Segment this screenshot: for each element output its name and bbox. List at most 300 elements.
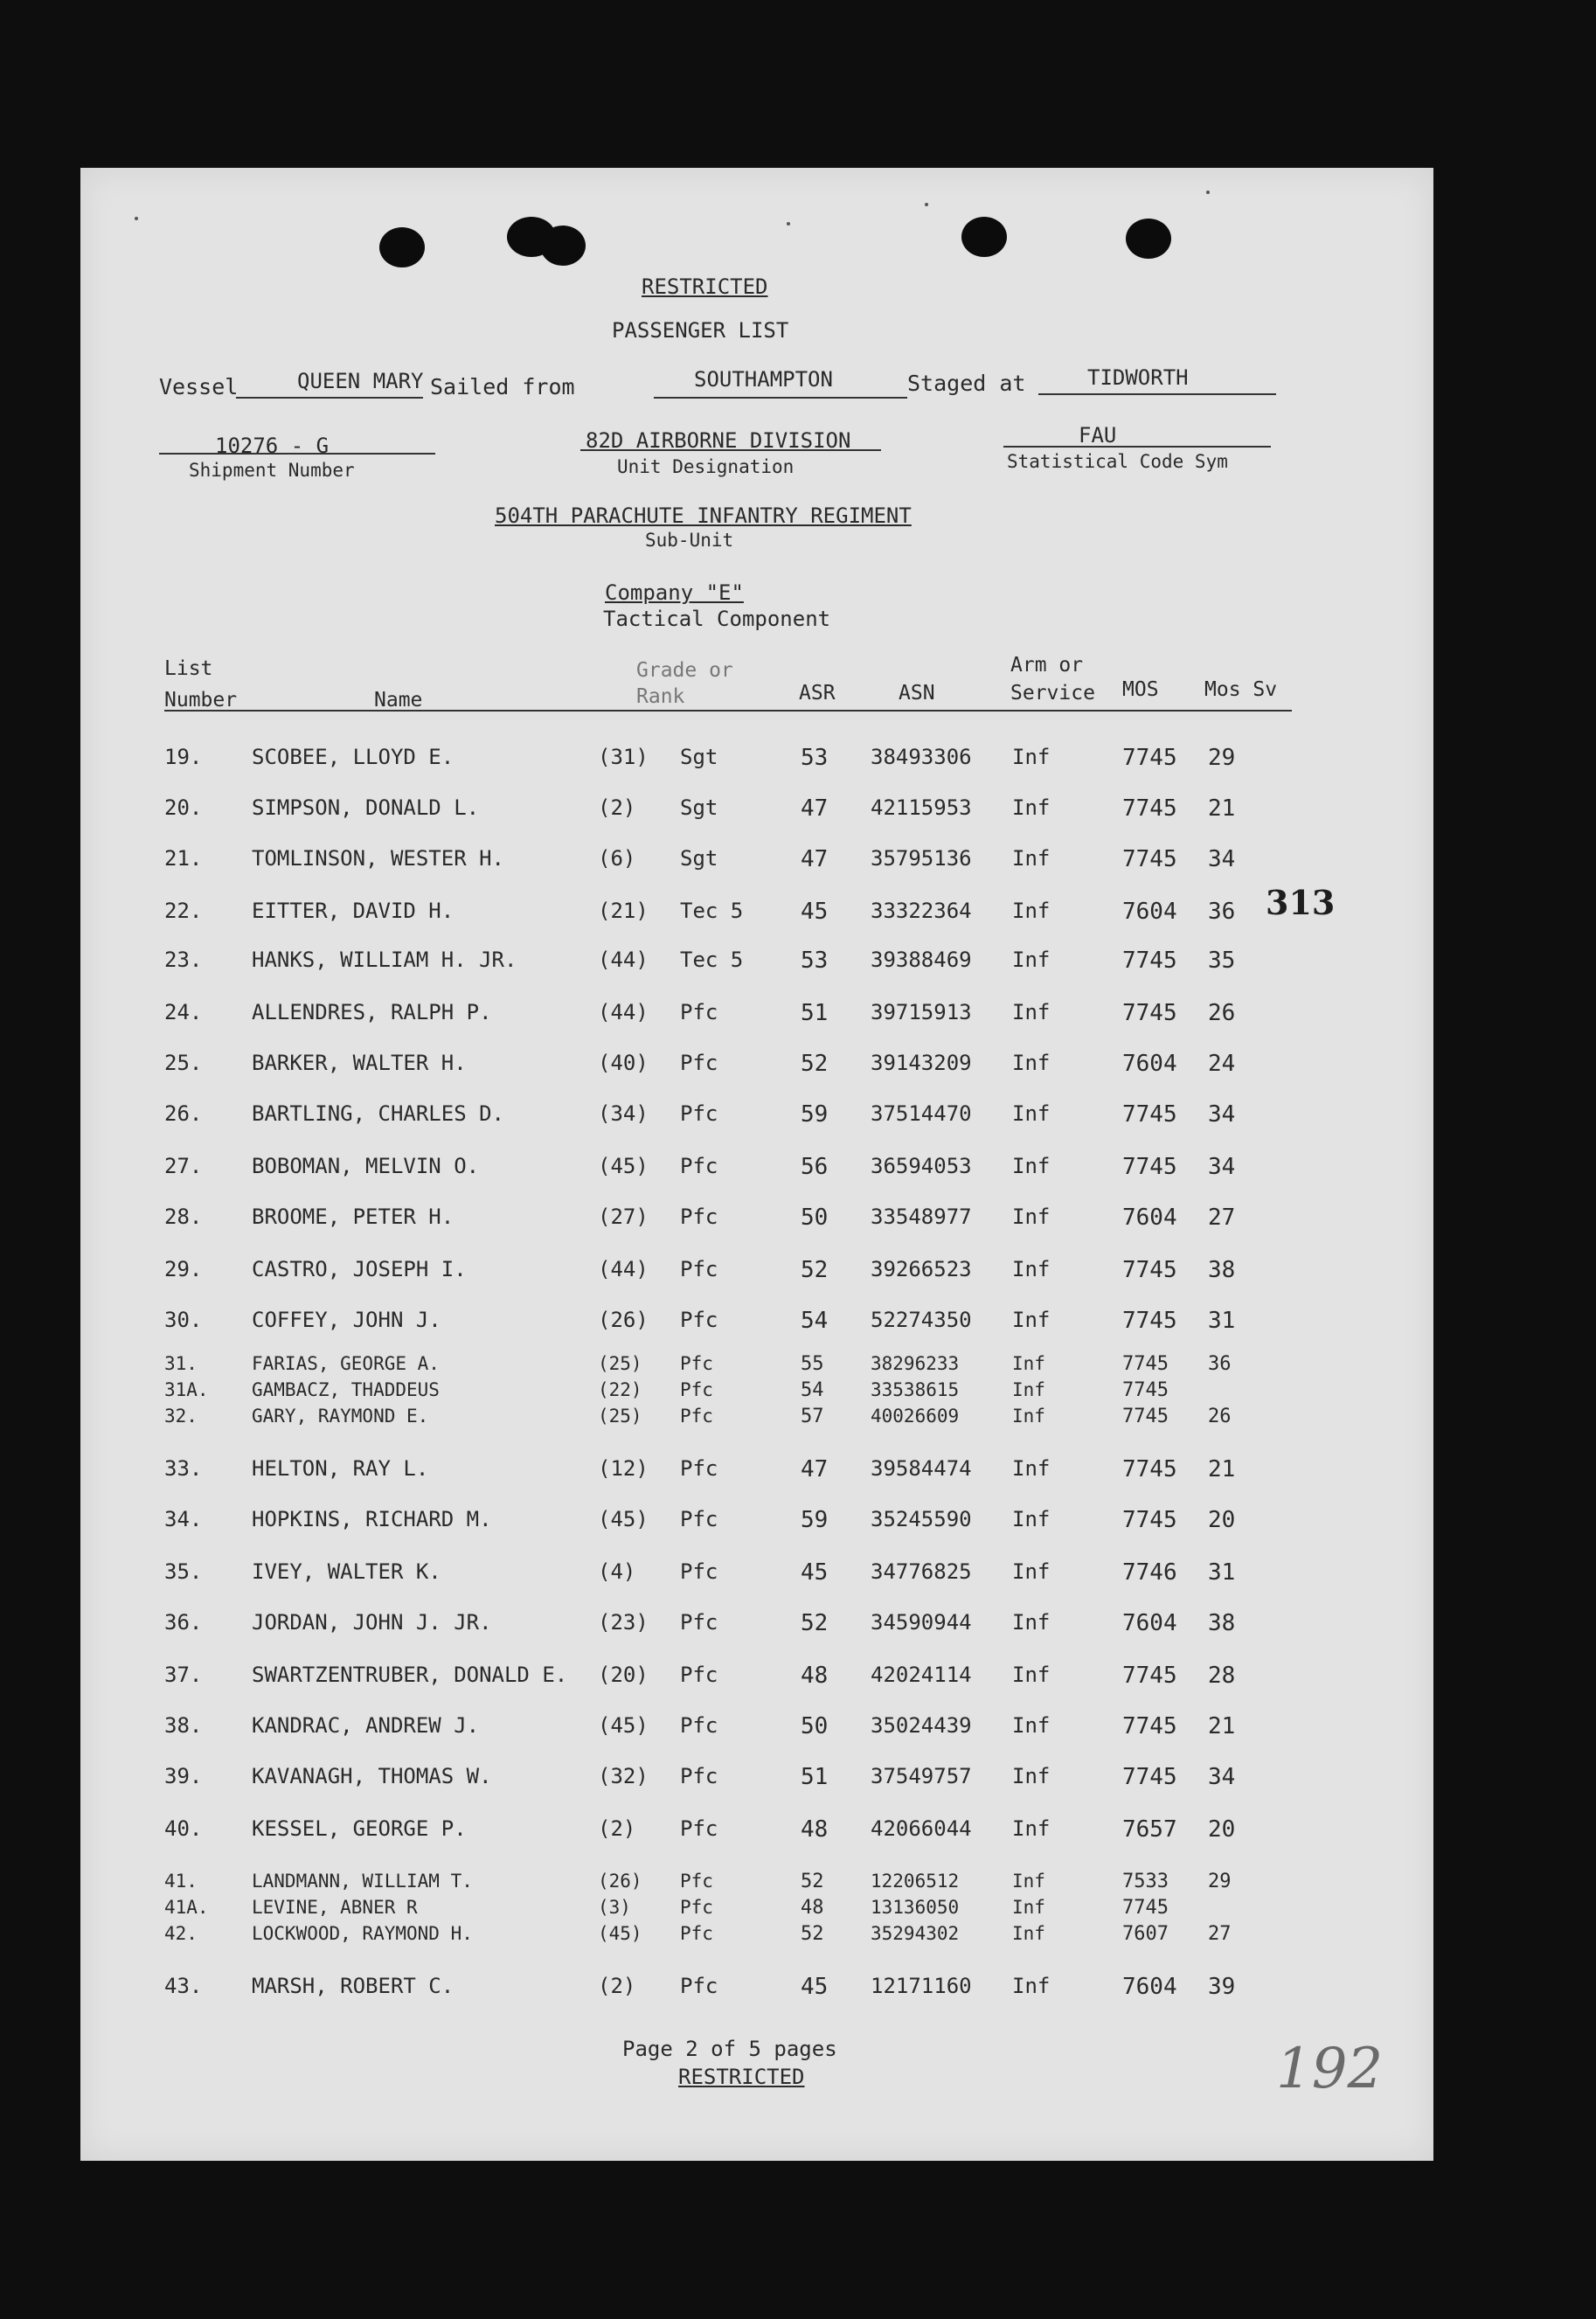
staged-at-value: TIDWORTH xyxy=(1087,365,1189,390)
row-code: (22) xyxy=(598,1379,642,1400)
table-row xyxy=(80,1713,1433,1739)
speck xyxy=(925,203,928,206)
row-grade: Pfc xyxy=(680,1308,718,1332)
row-grade: Pfc xyxy=(680,1559,718,1584)
row-number: 35. xyxy=(164,1559,203,1584)
row-name: COFFEY, JOHN J. xyxy=(252,1308,441,1332)
table-row xyxy=(80,1308,1433,1334)
row-service: 36 xyxy=(1208,899,1236,925)
row-number: 37. xyxy=(164,1663,203,1687)
row-number: 21. xyxy=(164,846,203,871)
row-code: (6) xyxy=(598,846,636,871)
row-service: 38 xyxy=(1208,1610,1236,1636)
row-grade: Pfc xyxy=(680,1353,713,1374)
row-grade: Pfc xyxy=(680,1764,718,1788)
row-number: 36. xyxy=(164,1610,203,1635)
vessel-underline xyxy=(236,397,423,399)
staged-at-underline xyxy=(1038,393,1276,395)
row-number: 24. xyxy=(164,1000,203,1024)
row-asr: 57 xyxy=(801,1406,824,1427)
row-mos: 7745 xyxy=(1122,846,1177,872)
row-mos: 7745 xyxy=(1122,948,1177,974)
row-asn: 12171160 xyxy=(871,1974,972,1998)
row-name: SCOBEE, LLOYD E. xyxy=(252,745,455,769)
staged-at-label: Staged at xyxy=(907,371,1026,396)
row-number: 43. xyxy=(164,1974,203,1998)
row-name: JORDAN, JOHN J. JR. xyxy=(252,1610,492,1635)
row-asn: 39388469 xyxy=(871,948,972,972)
row-mos: 7745 xyxy=(1122,1000,1177,1026)
classification-top: RESTRICTED xyxy=(642,274,768,299)
row-mos: 7745 xyxy=(1122,1101,1177,1128)
col-list-number-1: List xyxy=(164,657,213,680)
header-rule xyxy=(164,710,1292,712)
row-code: (31) xyxy=(598,745,649,769)
row-asr: 48 xyxy=(801,1897,824,1919)
row-asr: 45 xyxy=(801,899,829,925)
row-arm: Inf xyxy=(1012,745,1051,769)
row-grade: Pfc xyxy=(680,1871,713,1892)
row-asr: 51 xyxy=(801,1764,829,1790)
row-service: 21 xyxy=(1208,795,1236,822)
table-row xyxy=(80,1663,1433,1689)
row-mos: 7657 xyxy=(1122,1816,1177,1843)
row-asn: 37549757 xyxy=(871,1764,972,1788)
row-code: (34) xyxy=(598,1101,649,1126)
row-arm: Inf xyxy=(1012,846,1051,871)
row-asr: 45 xyxy=(801,1559,829,1586)
document-page xyxy=(80,168,1433,2161)
row-service: 31 xyxy=(1208,1308,1236,1334)
table-row xyxy=(80,1353,1433,1379)
col-grade-1: Grade or xyxy=(636,659,733,682)
row-mos: 7604 xyxy=(1122,1974,1177,2000)
row-asr: 52 xyxy=(801,1923,824,1945)
tactical-label: Tactical Component xyxy=(603,607,831,631)
table-row xyxy=(80,1871,1433,1897)
row-asr: 53 xyxy=(801,745,829,771)
row-mos: 7745 xyxy=(1122,1456,1177,1482)
row-mos: 7746 xyxy=(1122,1559,1177,1586)
col-mos-sv: Mos Sv xyxy=(1204,678,1278,701)
row-grade: Sgt xyxy=(680,795,718,820)
row-code: (2) xyxy=(598,795,636,820)
row-name: IVEY, WALTER K. xyxy=(252,1559,441,1584)
row-name: ALLENDRES, RALPH P. xyxy=(252,1000,492,1024)
row-number: 20. xyxy=(164,795,203,820)
row-service: 20 xyxy=(1208,1816,1236,1843)
row-number: 40. xyxy=(164,1816,203,1841)
row-grade: Pfc xyxy=(680,1406,713,1427)
row-arm: Inf xyxy=(1012,1871,1045,1892)
row-asn: 37514470 xyxy=(871,1101,972,1126)
row-arm: Inf xyxy=(1012,795,1051,820)
row-number: 33. xyxy=(164,1456,203,1481)
unit-designation-value: 82D AIRBORNE DIVISION xyxy=(586,428,851,453)
row-service: 39 xyxy=(1208,1974,1236,2000)
row-grade: Pfc xyxy=(680,1610,718,1635)
table-row xyxy=(80,1897,1433,1923)
row-name: SIMPSON, DONALD L. xyxy=(252,795,480,820)
row-asr: 47 xyxy=(801,1456,829,1482)
table-row xyxy=(80,1974,1433,2000)
row-name: KANDRAC, ANDREW J. xyxy=(252,1713,480,1738)
table-row xyxy=(80,1000,1433,1026)
row-asn: 13136050 xyxy=(871,1897,960,1918)
row-number: 42. xyxy=(164,1923,198,1944)
row-name: BARKER, WALTER H. xyxy=(252,1051,467,1075)
row-asn: 34590944 xyxy=(871,1610,972,1635)
row-code: (32) xyxy=(598,1764,649,1788)
row-asr: 54 xyxy=(801,1308,829,1334)
row-asn: 33538615 xyxy=(871,1379,960,1400)
row-arm: Inf xyxy=(1012,1257,1051,1281)
row-name: BOBOMAN, MELVIN O. xyxy=(252,1154,480,1178)
table-row xyxy=(80,795,1433,822)
table-row xyxy=(80,1816,1433,1843)
row-service: 36 xyxy=(1208,1353,1232,1375)
row-grade: Pfc xyxy=(680,1000,718,1024)
row-arm: Inf xyxy=(1012,1923,1045,1944)
table-row xyxy=(80,1406,1433,1432)
row-grade: Pfc xyxy=(680,1379,713,1400)
row-asn: 34776825 xyxy=(871,1559,972,1584)
table-row xyxy=(80,1205,1433,1231)
row-service: 21 xyxy=(1208,1713,1236,1739)
row-code: (45) xyxy=(598,1154,649,1178)
row-asr: 59 xyxy=(801,1507,829,1533)
row-number: 34. xyxy=(164,1507,203,1531)
row-grade: Pfc xyxy=(680,1205,718,1229)
punch-hole xyxy=(379,227,425,267)
row-asr: 52 xyxy=(801,1257,829,1283)
row-code: (45) xyxy=(598,1713,649,1738)
row-asr: 52 xyxy=(801,1610,829,1636)
row-arm: Inf xyxy=(1012,1663,1051,1687)
row-grade: Pfc xyxy=(680,1154,718,1178)
sailed-from-value: SOUTHAMPTON xyxy=(694,367,833,392)
row-grade: Pfc xyxy=(680,1713,718,1738)
table-row xyxy=(80,1154,1433,1180)
table-row xyxy=(80,1051,1433,1077)
row-number: 41. xyxy=(164,1871,198,1892)
row-asn: 35294302 xyxy=(871,1923,960,1944)
row-asr: 51 xyxy=(801,1000,829,1026)
row-grade: Sgt xyxy=(680,846,718,871)
col-grade-2: Rank xyxy=(636,685,685,708)
row-name: LOCKWOOD, RAYMOND H. xyxy=(252,1923,473,1944)
row-asr: 45 xyxy=(801,1974,829,2000)
row-service: 38 xyxy=(1208,1257,1236,1283)
table-row xyxy=(80,745,1433,771)
handwritten-number: 192 xyxy=(1276,2037,1384,2101)
row-number: 28. xyxy=(164,1205,203,1229)
row-name: GAMBACZ, THADDEUS xyxy=(252,1379,440,1400)
row-number: 39. xyxy=(164,1764,203,1788)
tactical-value: Company "E" xyxy=(605,580,744,605)
stat-code-label: Statistical Code Sym xyxy=(1007,451,1228,472)
row-code: (26) xyxy=(598,1871,642,1892)
row-asr: 52 xyxy=(801,1051,829,1077)
table-row xyxy=(80,1764,1433,1790)
punch-hole xyxy=(1126,219,1171,259)
row-grade: Pfc xyxy=(680,1101,718,1126)
stat-code-underline xyxy=(1003,446,1271,448)
row-arm: Inf xyxy=(1012,1897,1045,1918)
row-arm: Inf xyxy=(1012,1308,1051,1332)
row-name: TOMLINSON, WESTER H. xyxy=(252,846,504,871)
row-asn: 39143209 xyxy=(871,1051,972,1075)
row-number: 38. xyxy=(164,1713,203,1738)
table-row xyxy=(80,846,1433,872)
row-name: LEVINE, ABNER R xyxy=(252,1897,418,1918)
row-grade: Sgt xyxy=(680,745,718,769)
table-row xyxy=(80,1101,1433,1128)
punch-hole xyxy=(961,217,1007,257)
row-code: (20) xyxy=(598,1663,649,1687)
row-arm: Inf xyxy=(1012,1816,1051,1841)
col-name: Name xyxy=(374,689,423,712)
row-arm: Inf xyxy=(1012,1974,1051,1998)
row-number: 31. xyxy=(164,1353,198,1374)
row-service: 26 xyxy=(1208,1406,1232,1427)
row-service: 34 xyxy=(1208,1101,1236,1128)
vessel-label: Vessel xyxy=(159,374,239,399)
row-number: 29. xyxy=(164,1257,203,1281)
row-code: (2) xyxy=(598,1816,636,1841)
row-mos: 7745 xyxy=(1122,1154,1177,1180)
row-number: 23. xyxy=(164,948,203,972)
row-mos: 7745 xyxy=(1122,1764,1177,1790)
row-asr: 47 xyxy=(801,846,829,872)
row-asr: 59 xyxy=(801,1101,829,1128)
speck xyxy=(1206,191,1210,194)
row-asr: 55 xyxy=(801,1353,824,1375)
row-asn: 12206512 xyxy=(871,1871,960,1892)
row-code: (4) xyxy=(598,1559,636,1584)
row-number: 30. xyxy=(164,1308,203,1332)
row-arm: Inf xyxy=(1012,1101,1051,1126)
row-asn: 33548977 xyxy=(871,1205,972,1229)
row-arm: Inf xyxy=(1012,948,1051,972)
page-footer: Page 2 of 5 pages xyxy=(622,2037,837,2061)
row-service: 20 xyxy=(1208,1507,1236,1533)
row-name: HANKS, WILLIAM H. JR. xyxy=(252,948,517,972)
speck xyxy=(135,217,138,220)
row-number: 31A. xyxy=(164,1379,209,1400)
table-row xyxy=(80,1507,1433,1533)
row-grade: Pfc xyxy=(680,1051,718,1075)
table-row xyxy=(80,1379,1433,1406)
sailed-from-label: Sailed from xyxy=(430,374,575,399)
shipment-number-value: 10276 - G xyxy=(215,434,330,458)
row-arm: Inf xyxy=(1012,1379,1045,1400)
document-title: PASSENGER LIST xyxy=(612,318,789,343)
row-grade: Pfc xyxy=(680,1923,713,1944)
row-code: (3) xyxy=(598,1897,631,1918)
row-mos: 7604 xyxy=(1122,1610,1177,1636)
row-grade: Pfc xyxy=(680,1456,718,1481)
col-arm-2: Service xyxy=(1010,682,1095,705)
row-asn: 52274350 xyxy=(871,1308,972,1332)
shipment-number-label: Shipment Number xyxy=(189,460,355,481)
row-number: 19. xyxy=(164,745,203,769)
row-code: (44) xyxy=(598,1000,649,1024)
row-service: 35 xyxy=(1208,948,1236,974)
row-name: FARIAS, GEORGE A. xyxy=(252,1353,440,1374)
row-mos: 7533 xyxy=(1122,1871,1169,1892)
row-name: EITTER, DAVID H. xyxy=(252,899,455,923)
row-mos: 7604 xyxy=(1122,1051,1177,1077)
row-service: 29 xyxy=(1208,1871,1232,1892)
row-number: 26. xyxy=(164,1101,203,1126)
row-grade: Pfc xyxy=(680,1663,718,1687)
row-number: 32. xyxy=(164,1406,198,1427)
row-name: KAVANAGH, THOMAS W. xyxy=(252,1764,492,1788)
row-grade: Pfc xyxy=(680,1257,718,1281)
row-asn: 35245590 xyxy=(871,1507,972,1531)
row-arm: Inf xyxy=(1012,1353,1045,1374)
row-grade: Pfc xyxy=(680,1897,713,1918)
row-code: (45) xyxy=(598,1923,642,1944)
classification-bottom: RESTRICTED xyxy=(678,2065,805,2089)
table-row xyxy=(80,1559,1433,1586)
punch-hole xyxy=(540,226,586,266)
row-number: 22. xyxy=(164,899,203,923)
row-service: 34 xyxy=(1208,1764,1236,1790)
row-code: (21) xyxy=(598,899,649,923)
row-service: 34 xyxy=(1208,846,1236,872)
row-arm: Inf xyxy=(1012,1406,1045,1427)
row-grade: Pfc xyxy=(680,1816,718,1841)
row-mos: 7745 xyxy=(1122,1507,1177,1533)
row-asn: 39266523 xyxy=(871,1257,972,1281)
row-code: (2) xyxy=(598,1974,636,1998)
stat-code-value: FAU xyxy=(1079,423,1117,448)
vessel-value: QUEEN MARY xyxy=(297,369,424,393)
row-asn: 36594053 xyxy=(871,1154,972,1178)
row-code: (25) xyxy=(598,1406,642,1427)
row-asn: 42115953 xyxy=(871,795,972,820)
row-arm: Inf xyxy=(1012,1000,1051,1024)
row-asr: 53 xyxy=(801,948,829,974)
row-asr: 47 xyxy=(801,795,829,822)
row-mos: 7607 xyxy=(1122,1923,1169,1945)
row-name: HELTON, RAY L. xyxy=(252,1456,429,1481)
row-mos: 7745 xyxy=(1122,1353,1169,1375)
table-row xyxy=(80,1456,1433,1482)
sub-unit-value: 504TH PARACHUTE INFANTRY REGIMENT xyxy=(495,503,912,528)
row-name: GARY, RAYMOND E. xyxy=(252,1406,429,1427)
row-asn: 42066044 xyxy=(871,1816,972,1841)
shipment-number-underline xyxy=(159,453,435,455)
row-code: (45) xyxy=(598,1507,649,1531)
row-mos: 7745 xyxy=(1122,745,1177,771)
col-asr: ASR xyxy=(799,682,836,705)
row-code: (27) xyxy=(598,1205,649,1229)
row-asr: 50 xyxy=(801,1713,829,1739)
row-service: 26 xyxy=(1208,1000,1236,1026)
sub-unit-label: Sub-Unit xyxy=(645,530,734,551)
row-mos: 7604 xyxy=(1122,899,1177,925)
row-name: KESSEL, GEORGE P. xyxy=(252,1816,467,1841)
row-asn: 42024114 xyxy=(871,1663,972,1687)
row-service: 21 xyxy=(1208,1456,1236,1482)
row-number: 27. xyxy=(164,1154,203,1178)
stamp-number: 313 xyxy=(1266,883,1336,922)
row-arm: Inf xyxy=(1012,1456,1051,1481)
row-arm: Inf xyxy=(1012,899,1051,923)
row-arm: Inf xyxy=(1012,1051,1051,1075)
row-code: (44) xyxy=(598,1257,649,1281)
row-asn: 35024439 xyxy=(871,1713,972,1738)
row-service: 27 xyxy=(1208,1923,1232,1945)
row-asr: 54 xyxy=(801,1379,824,1401)
row-name: BARTLING, CHARLES D. xyxy=(252,1101,504,1126)
row-arm: Inf xyxy=(1012,1507,1051,1531)
row-grade: Tec 5 xyxy=(680,899,744,923)
row-mos: 7745 xyxy=(1122,1308,1177,1334)
row-arm: Inf xyxy=(1012,1713,1051,1738)
col-asn: ASN xyxy=(899,682,935,705)
row-mos: 7745 xyxy=(1122,1406,1169,1427)
row-asn: 39715913 xyxy=(871,1000,972,1024)
row-asr: 52 xyxy=(801,1871,824,1892)
row-asn: 35795136 xyxy=(871,846,972,871)
row-arm: Inf xyxy=(1012,1205,1051,1229)
row-asr: 48 xyxy=(801,1663,829,1689)
row-service: 28 xyxy=(1208,1663,1236,1689)
row-grade: Pfc xyxy=(680,1507,718,1531)
row-service: 34 xyxy=(1208,1154,1236,1180)
row-asr: 56 xyxy=(801,1154,829,1180)
row-asn: 38493306 xyxy=(871,745,972,769)
table-row xyxy=(80,1257,1433,1283)
row-asr: 50 xyxy=(801,1205,829,1231)
row-number: 41A. xyxy=(164,1897,209,1918)
row-code: (23) xyxy=(598,1610,649,1635)
row-asn: 40026609 xyxy=(871,1406,960,1427)
row-arm: Inf xyxy=(1012,1154,1051,1178)
row-service: 29 xyxy=(1208,745,1236,771)
col-mos: MOS xyxy=(1122,678,1159,701)
row-number: 25. xyxy=(164,1051,203,1075)
row-name: SWARTZENTRUBER, DONALD E. xyxy=(252,1663,568,1687)
row-service: 31 xyxy=(1208,1559,1236,1586)
row-service: 27 xyxy=(1208,1205,1236,1231)
row-grade: Tec 5 xyxy=(680,948,744,972)
row-grade: Pfc xyxy=(680,1974,718,1998)
row-arm: Inf xyxy=(1012,1559,1051,1584)
row-name: MARSH, ROBERT C. xyxy=(252,1974,455,1998)
row-name: LANDMANN, WILLIAM T. xyxy=(252,1871,473,1892)
table-row xyxy=(80,899,1433,925)
row-code: (25) xyxy=(598,1353,642,1374)
row-mos: 7745 xyxy=(1122,795,1177,822)
row-arm: Inf xyxy=(1012,1610,1051,1635)
row-mos: 7604 xyxy=(1122,1205,1177,1231)
row-name: BROOME, PETER H. xyxy=(252,1205,455,1229)
col-list-number-2: Number xyxy=(164,689,238,712)
row-mos: 7745 xyxy=(1122,1713,1177,1739)
unit-designation-underline xyxy=(580,449,881,451)
row-asn: 33322364 xyxy=(871,899,972,923)
row-service: 24 xyxy=(1208,1051,1236,1077)
row-arm: Inf xyxy=(1012,1764,1051,1788)
row-asr: 48 xyxy=(801,1816,829,1843)
row-code: (40) xyxy=(598,1051,649,1075)
row-code: (26) xyxy=(598,1308,649,1332)
